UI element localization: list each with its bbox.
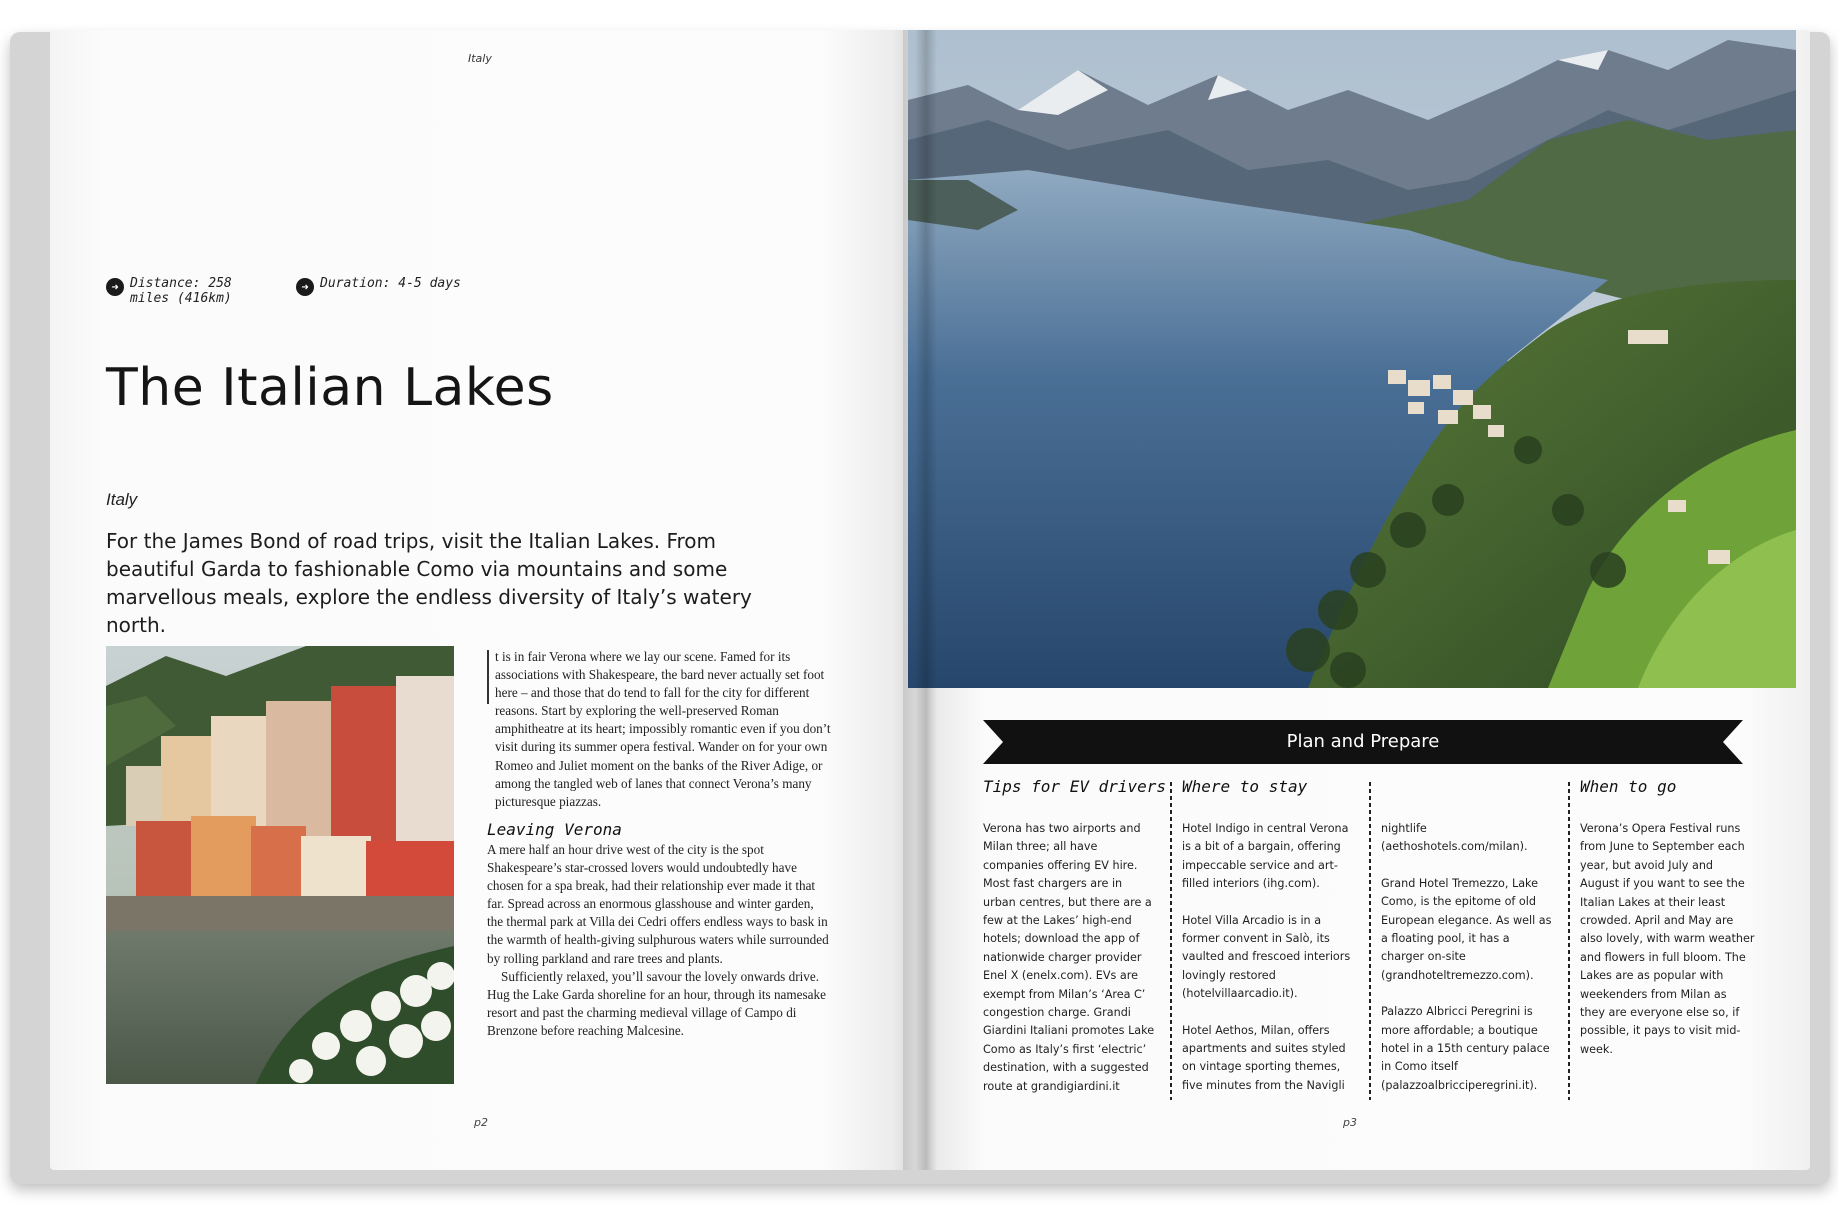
right-page [903, 30, 1810, 1170]
column-text: Hotel Indigo in central Verona is a bit of a bargain, offering impeccable service and art-filled interiors (ihg.com). [1182, 822, 1349, 891]
column-divider [1568, 782, 1570, 1100]
column-when-to-go [1580, 778, 1755, 1077]
spine-gutter [915, 30, 937, 1170]
page-number: p3 [1343, 1116, 1357, 1129]
column-heading: Where to stay [1182, 777, 1308, 796]
magazine-spread [10, 22, 1830, 1182]
column-text: Verona’s Opera Festival runs from June to September each year, but avoid July and August if you want to see the Italian Lakes at their least crowded. April and May are also lovely, with warm weather and flowers in full bloom. The Lakes are as popular with weekenders from Milan as they are everyone else so, if possible, it pays to visit mid-week. [1580, 822, 1755, 1056]
section-subhead: Leaving Verona [487, 819, 622, 839]
left-page [50, 30, 927, 1170]
column-where-to-stay [1182, 778, 1357, 1113]
village-photo [106, 646, 454, 1084]
banner-title: Plan and Prepare [1286, 731, 1440, 752]
duration-label: Duration: 4-5 days [320, 276, 461, 291]
duration-info [296, 276, 466, 296]
body-paragraph: Sufficiently relaxed, you’ll savour the lovely onwards drive. Hug the Lake Garda shoreline for an hour, through its namesake resort and past the charming medieval village of Campo di Brenzone before reaching Malcesine. [487, 968, 826, 1038]
column-heading: Tips for EV drivers [983, 777, 1167, 796]
column-ev-tips [983, 777, 1167, 1114]
article-intro: For the James Bond of road trips, visit the Italian Lakes. From beautiful Garda to fashionable Como via mountains and some marvellous meals, explore the endless diversity of Italy’s watery north. [106, 529, 752, 637]
running-head: Italy [468, 52, 492, 65]
distance-label: Distance: 258 miles (416km) [130, 276, 232, 306]
column-divider [1369, 782, 1371, 1100]
column-text: nightlife (aethoshotels.com/milan). [1381, 822, 1528, 854]
column-heading-spacer [1381, 778, 1556, 802]
column-text: Palazzo Albricci Peregrini is more affordable; a boutique hotel in a 15th century palace in Como itself (palazzoalbricciperegrini.it). [1381, 1005, 1550, 1092]
article-country: Italy [106, 490, 138, 509]
arrow-right-icon: ➜ [296, 278, 314, 296]
column-text: Verona has two airports and Milan three; all have companies offering EV hire. Most fast chargers are in urban centres, but there are a few at the Lakes’ high-end hotels; download the app of nationwide charger provider Enel X (enelx.com). EVs are exempt from Milan’s ‘Area C’ congestion charge. Grandi Giardini Italiani promotes Lake Como as Italy’s first ‘electric’ destination, with a suggested route at grandigiardini.it [983, 822, 1155, 1093]
column-text: Hotel Aethos, Milan, offers apartments and suites styled on vintage sporting themes, five minutes from the Navigli [1182, 1023, 1346, 1092]
column-text: Grand Hotel Tremezzo, Lake Como, is the epitome of old European elegance. As well as a floating pool, it has a charger on-site (grandhoteltremezzo.com). [1381, 876, 1552, 982]
arrow-right-icon: ➜ [106, 278, 124, 296]
distance-info [106, 276, 276, 306]
column-where-to-stay-cont [1381, 778, 1556, 1113]
body-paragraph: A mere half an hour drive west of the city is the spot Shakespeare’s star-crossed lovers would undoubtedly have chosen for a spa break, had their relationship ever made it that far. Spread across an enormous glasshouse and winter garden, the thermal park at Villa dei Cedri offers endless ways to bask in the warmth of health-giving sulphurous waters while surrounded by rolling parkland and rare trees and plants. [487, 841, 829, 966]
column-divider [1170, 782, 1172, 1100]
article-title: The Italian Lakes [106, 358, 554, 418]
body-paragraph: t is in fair Verona where we lay our scene. Famed for its associations with Shakespeare, the bard never actually set foot here – and those that do tend to fall for the city for different reasons. Start by exploring the well-preserved Roman amphitheatre at its heart; impossibly romantic even if you don’t visit during its summer opera festival. Wander on for your own Romeo and Juliet moment on the banks of the River Adige, or among the tangled web of lanes that connect Verona’s many picturesque piazzas. [495, 649, 831, 809]
page-number: p2 [474, 1116, 488, 1129]
lake-como-photo [908, 30, 1796, 688]
article-body [487, 648, 831, 1040]
column-text: Hotel Villa Arcadio is in a former convent in Salò, its vaulted and frescoed interiors lovingly restored (hotelvillaarcadio.it). [1182, 913, 1351, 1001]
column-heading: When to go [1580, 777, 1677, 796]
